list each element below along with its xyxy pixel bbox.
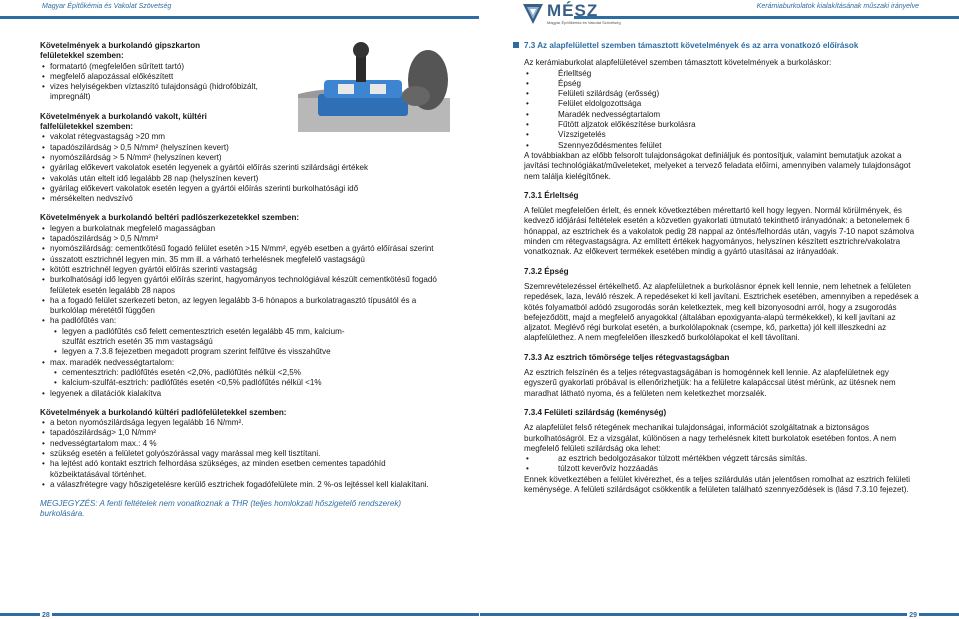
list-item: • tapadószilárdság > 0,5 N/mm² — [40, 234, 440, 244]
list-item: • az esztrich bedolgozásakor túlzott mértékben végzett tárcsás simítás. — [524, 454, 919, 464]
header-right-title: Kerámiaburkolatok kialakításának műszaki irányelve — [756, 3, 919, 10]
list-item: • mérsékelten nedvszívó — [40, 194, 440, 204]
plaster-wall-requirements — [40, 112, 440, 205]
indoor-floor-heading: Követelmények a burkolandó beltéri padlószerkezetekkel szemben: — [40, 213, 300, 223]
sub-list-item: • legyen a padlófűtés cső felett cementesztrich esetén legalább 45 mm, kalcium-szulfát esztrich esetén 35 mm vastagságú — [40, 327, 360, 348]
list-item: • Szennyeződésmentes felület — [524, 141, 919, 151]
list-item: • formatartó (megfelelően sűrített tartó) — [40, 62, 440, 72]
list-item: • Fűtött aljzatok előkészítése burkolásra — [524, 120, 919, 130]
list-item: • Vízszigetelés — [524, 130, 919, 140]
section-7-3-3-heading: 7.3.3 Az esztrich tömörsége teljes rétegvastagságban — [524, 352, 730, 362]
list-item: • legyen a burkolatnak megfelelő magasságban — [40, 224, 440, 234]
page-number-right: 29 — [909, 612, 917, 619]
list-item: • gyárilag előkevert vakolatok esetén legyen a gyártói előírás szerinti burkolhatósági idő — [40, 184, 440, 194]
list-item: • ha a fogadó felület szerkezeti beton, az legyen legalább 3-6 hónapos a burkolatragasztó típusától és a burkolólap méretétől függően — [40, 296, 440, 317]
list-item: • legyenek a dilatációk kialakítva — [40, 389, 440, 399]
section-7-3-4-text-2: Ennek következtében a felület kivérezhet, és a teljes szilárdulás után jelentősen romolhat az esztrich felületi keménysége. A felületi szilárdságot csökkentik a felületen található szennyeződések is (lásd 7.3.10 fejezet). — [524, 474, 911, 494]
section-7-3-1-text: A felület megfelelően érlelt, és ennek következtében mérettartó kell hogy legyen. Normál körülmények, és kedvező időjárási feltételek esetén a közvetlen gyakorlati útmutató tekinthető irányadónak: a betonelemek 6 hónappal, az esztrichek és a vakolatok pedig 28 nappal az öntés/felhordás után, vagyis 7-10 napot számolva minden cm rétegvastagságra. Az említett értékek hagyományos, helyszínen készített esztrichre/vakolatra vonatkoznak. Az előkevert termékek esetében mindig a gyártó utasításai az irányadóak. — [524, 206, 915, 257]
outdoor-floor-heading: Követelmények a burkolandó kültéri padlófelületekkel szemben: — [40, 407, 287, 417]
footer-rule-right — [480, 613, 959, 616]
list-item: • Felületi szilárdság (erősség) — [524, 89, 919, 99]
list-item: • ha padlófűtés van: — [40, 316, 440, 326]
list-item: • kötött esztrichnél legyen gyártói előírás szerinti vastagság — [40, 265, 440, 275]
section-7-3-intro: Az kerámiaburkolat alapfelületével szemben támasztott követelmények a burkoláskor: — [524, 58, 832, 68]
logo-word: MÉSZ — [547, 1, 599, 20]
list-item: • a beton nyomószilárdsága legyen legalább 16 N/mm². — [40, 418, 440, 428]
section-7-3-3-text: Az esztrich felszínén és a teljes rétegvastagságában is homogénnek kell lennie. Az alapfelületnek egy egyszerű gyakorlati próbával is ellenőrizhetjük: ha a felületre kalapáccsal ütést mérünk, az ütésnek nem maradhat látható nyoma, és a felületen nem keletkezhet morzsalék. — [524, 368, 896, 398]
footer-rule-left — [0, 613, 479, 616]
list-item: • szükség esetén a felületet golyószórással vagy marással meg kell tisztítani. — [40, 449, 440, 459]
logo-subtitle: Magyar Építőkémia és Vakolat Szövetség — [547, 20, 621, 25]
list-item: • burkolhatósági idő legyen gyártói előírás szerint, hagyományos technológiával készült cementkötésű fogadó felületek esetén legalább 28 napos — [40, 275, 440, 296]
list-item: • tapadószilárdság > 0,5 N/mm² (helyszínen kevert) — [40, 143, 440, 153]
indoor-floor-requirements — [40, 213, 440, 398]
list-item: • Érlelltség — [524, 69, 919, 79]
list-item: • nedvességtartalom max.: 4 % — [40, 439, 440, 449]
section-marker — [513, 42, 519, 48]
list-item: • max. maradék nedvességtartalom: — [40, 358, 440, 368]
list-item: • vakolat rétegvastagság >20 mm — [40, 132, 440, 142]
list-item: • Épség — [524, 79, 919, 89]
sub-list-item: • kalcium-szulfát-esztrich: padlófűtés esetén <0,5% padlófűtés nélkül <1% — [40, 378, 440, 388]
list-item: • Maradék nedvességtartalom — [524, 110, 919, 120]
mesz-logo — [522, 1, 621, 28]
section-7-3-2-heading: 7.3.2 Épség — [524, 266, 569, 276]
list-item: • gyárilag előkevert vakolatok esetén legyenek a gyártói előírás szerinti szilárdsági értékek — [40, 163, 440, 173]
list-item: • vakolás után eltelt idő legalább 28 nap (helyszínen kevert) — [40, 174, 440, 184]
header-left-title: Magyar Építőkémia és Vakolat Szövetség — [42, 3, 172, 10]
list-item: • Felület eldolgozottsága — [524, 99, 919, 109]
note-text: MEGJEGYZÉS: A fenti feltételek nem vonatkoznak a THR (teljes homlokzati hőszigetelő rendszerek) burkolására. — [40, 499, 402, 519]
list-item: • nyomószilárdság > 5 N/mm² (helyszínen kevert) — [40, 153, 440, 163]
plaster-heading: Követelmények a burkolandó vakolt, kültéri falfelületekkel szemben: — [40, 111, 207, 132]
list-item: • vizes helyiségekben víztaszító tulajdonságú (hidrofóbizált, impregnált) — [40, 82, 280, 103]
header-rule-left — [0, 16, 479, 19]
logo-mark-icon — [522, 2, 544, 26]
list-item: • túlzott keverővíz hozzáadás — [524, 464, 919, 474]
list-item: • tapadószilárdság> 1,0 N/mm² — [40, 428, 440, 438]
header-rule-right — [574, 16, 959, 19]
gypsum-requirements — [40, 41, 440, 103]
sub-list-item: • legyen a 7.3.8 fejezetben megadott program szerint felfűtve és visszahűtve — [40, 347, 440, 357]
gypsum-heading: Követelmények a burkolandó gipszkarton felületekkel szemben: — [40, 41, 201, 61]
list-item: • ússzatott esztrichnél legyen min. 35 mm ill. a várható terhelésnek megfelelő vastagságú — [40, 255, 440, 265]
list-item: • nyomószilárdság: cementkötésű fogadó felület esetén >15 N/mm², egyéb esetben a gyártó előírásai szerint — [40, 244, 440, 254]
sub-list-item: • cementesztrich: padlófűtés esetén <2,0%, padlófűtés nélkül <2,5% — [40, 368, 440, 378]
outdoor-floor-requirements — [40, 408, 440, 490]
section-7-3-heading: 7.3 Az alapfelülettel szemben támasztott követelmények és az arra vonatkozó előírások — [524, 41, 859, 50]
section-7-3-4-text: Az alapfelület felső rétegének mechanikai tulajdonságai, információt szolgáltatnak a biztonságos burkolhatóságról. Ez a vizsgálat, különösen a nagy terhelésnek kitett burkolatok esetében fontos. A nem megfelelő felületi szilárdság oka lehet: — [524, 423, 897, 453]
section-7-3-4-heading: 7.3.4 Felületi szilárdság (keménység) — [524, 407, 667, 417]
section-7-3-text: A továbbiakban az előbb felsorolt tulajdonságokat definiáljuk és pontosítjuk, valamint bemutatjuk azokat a javítási technológiákat/műveleteket, melyeket a tervező feladata előírni, amennyiben valamely tulajdonságot nem találja kielégítőnek. — [524, 150, 911, 181]
section-7-3-1-heading: 7.3.1 Érleltség — [524, 190, 579, 200]
list-item: • megfelelő alapozással előkészített — [40, 72, 440, 82]
page-number-left: 28 — [42, 612, 50, 619]
list-item: • a válaszfrétegre vagy hőszigetelésre kerülő esztrichek fogadófelülete min. 2 %-os lejtéssel kell kialakítani. — [40, 480, 440, 490]
right-column — [524, 41, 919, 495]
section-7-3-2-text: Szemrevételezéssel értékelhető. Az alapfelületnek a burkolásnor épnek kell lennie, nem lehetnek a felületen repedések, laza, leváló részek. A repedéseket ki kell javítani. Esztrichek esetében, amennyiben a repedések a kötés folyamatból adódó zsugorodás során keletkeztek, meg kell bizonyosodni arról, hogy a zsugorodás befejeződött, majd a megfelelő anyagokkal (általában epoxigyanta-alapú termékekkel), ki kell javítani az aljzatot. Meglévő régi burkolat esetén, a burkolólapoknak (csempe, kő, parketta) jól kell illeszkedni az alapfelülethez. A nem megfelelően illeszkedő burkolólapokat el kell távolítani. — [524, 281, 919, 343]
list-item: • ha lejtést adó kontakt esztrich felhordása szükséges, az minden esetben cementes tapadóhíd közbeiktatásával történhet. — [40, 459, 440, 480]
left-column — [40, 41, 440, 520]
